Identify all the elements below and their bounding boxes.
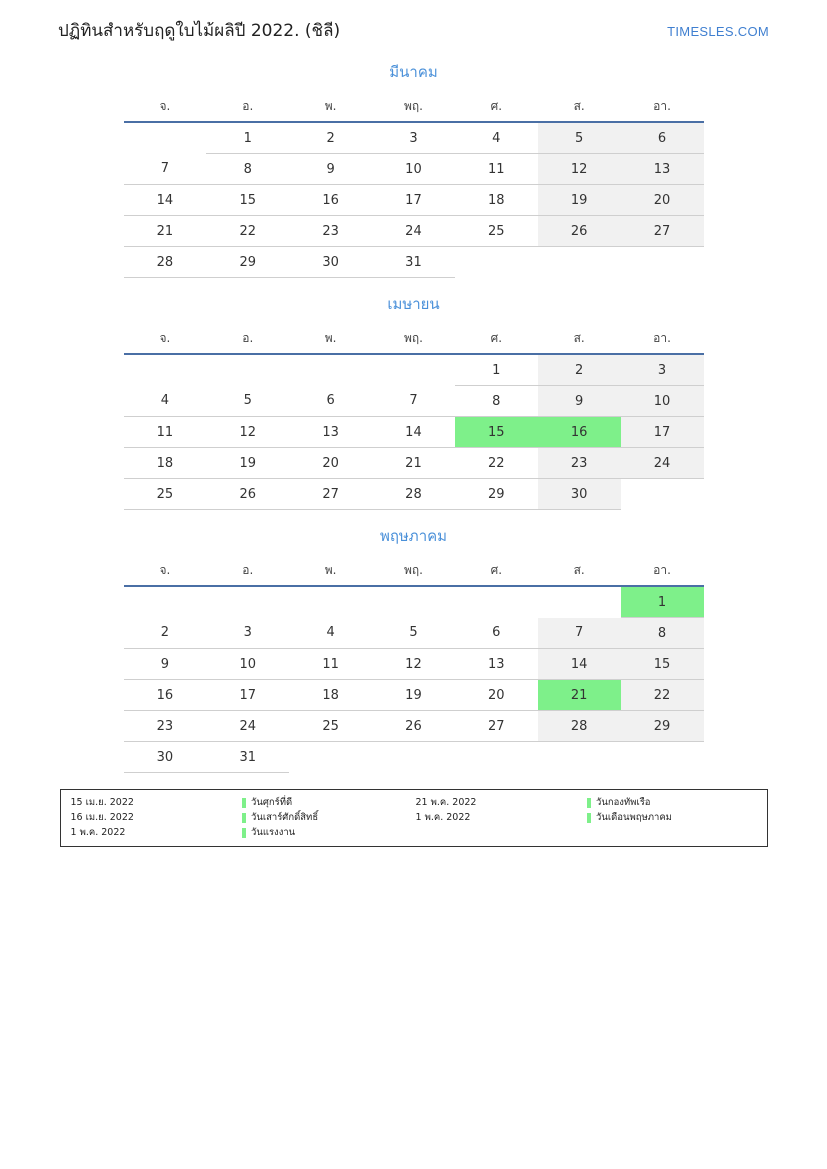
day-cell[interactable]: 2 bbox=[124, 618, 207, 649]
legend-label-text: วันเสาร์ศักดิ์สิทธิ์ bbox=[251, 812, 319, 824]
week-row bbox=[124, 154, 704, 185]
weekday-header: ส. bbox=[538, 94, 621, 122]
empty-cell bbox=[621, 742, 704, 773]
weekday-header: ศ. bbox=[455, 94, 538, 122]
day-cell[interactable]: 20 bbox=[455, 680, 538, 711]
day-cell[interactable]: 22 bbox=[206, 216, 289, 247]
weekday-header: ศ. bbox=[455, 326, 538, 354]
day-cell[interactable]: 4 bbox=[124, 386, 207, 417]
day-cell-holiday[interactable]: 21 bbox=[538, 680, 621, 711]
day-cell[interactable]: 15 bbox=[621, 649, 704, 680]
week-row bbox=[124, 417, 704, 448]
day-cell[interactable]: 21 bbox=[124, 216, 207, 247]
day-cell[interactable]: 1 bbox=[455, 354, 538, 386]
empty-cell bbox=[372, 586, 455, 618]
day-cell[interactable]: 14 bbox=[538, 649, 621, 680]
day-cell[interactable]: 31 bbox=[372, 247, 455, 278]
week-row bbox=[124, 247, 704, 278]
empty-cell bbox=[124, 122, 207, 154]
legend-label bbox=[587, 795, 759, 810]
day-cell[interactable]: 13 bbox=[289, 417, 372, 448]
day-cell-holiday[interactable]: 16 bbox=[538, 417, 621, 448]
day-cell[interactable]: 20 bbox=[621, 185, 704, 216]
page-title: ปฏิทินสำหรับฤดูใบไม้ผลิปี 2022. (ชิลี) bbox=[58, 21, 341, 41]
weekday-header: ส. bbox=[538, 326, 621, 354]
holiday-color-swatch bbox=[242, 798, 246, 808]
day-cell[interactable]: 8 bbox=[621, 618, 704, 649]
empty-cell bbox=[206, 354, 289, 386]
day-cell-holiday[interactable]: 15 bbox=[455, 417, 538, 448]
day-cell[interactable]: 3 bbox=[621, 354, 704, 386]
weekday-header: ส. bbox=[538, 558, 621, 586]
brand-link[interactable]: TIMESLES.COM bbox=[667, 24, 769, 39]
day-cell[interactable]: 15 bbox=[206, 185, 289, 216]
day-cell[interactable]: 4 bbox=[289, 618, 372, 649]
day-cell[interactable]: 13 bbox=[621, 154, 704, 185]
month-grid bbox=[124, 558, 704, 773]
month-grid bbox=[124, 94, 704, 278]
day-cell[interactable]: 18 bbox=[289, 680, 372, 711]
day-cell[interactable]: 24 bbox=[372, 216, 455, 247]
day-cell[interactable]: 20 bbox=[289, 448, 372, 479]
day-cell[interactable]: 2 bbox=[289, 122, 372, 154]
weekday-header: อา. bbox=[621, 94, 704, 122]
day-cell[interactable]: 25 bbox=[455, 216, 538, 247]
weekday-header: จ. bbox=[124, 558, 207, 586]
day-cell[interactable]: 24 bbox=[206, 711, 289, 742]
empty-cell bbox=[621, 479, 704, 510]
week-row bbox=[124, 618, 704, 649]
holiday-color-swatch bbox=[587, 798, 591, 808]
day-cell[interactable]: 26 bbox=[372, 711, 455, 742]
empty-cell bbox=[124, 586, 207, 618]
week-row bbox=[124, 586, 704, 618]
day-cell[interactable]: 8 bbox=[206, 154, 289, 185]
day-cell[interactable]: 18 bbox=[455, 185, 538, 216]
empty-cell bbox=[538, 586, 621, 618]
day-cell[interactable]: 9 bbox=[124, 649, 207, 680]
day-cell[interactable]: 25 bbox=[124, 479, 207, 510]
week-row bbox=[124, 386, 704, 417]
day-cell[interactable]: 5 bbox=[372, 618, 455, 649]
empty-cell bbox=[372, 742, 455, 773]
day-cell[interactable]: 30 bbox=[289, 247, 372, 278]
legend-date: 16 เม.ย. 2022 bbox=[70, 812, 134, 824]
empty-cell bbox=[455, 586, 538, 618]
day-cell[interactable]: 9 bbox=[289, 154, 372, 185]
month-grid bbox=[124, 326, 704, 510]
day-cell[interactable]: 23 bbox=[289, 216, 372, 247]
weekday-header-row bbox=[124, 558, 704, 586]
week-row bbox=[124, 354, 704, 386]
day-cell[interactable]: 11 bbox=[455, 154, 538, 185]
day-cell[interactable]: 17 bbox=[206, 680, 289, 711]
day-cell[interactable]: 16 bbox=[289, 185, 372, 216]
legend-row bbox=[69, 810, 759, 825]
month-name: มีนาคม bbox=[389, 63, 438, 82]
months-container bbox=[58, 60, 769, 773]
weekday-header: พ. bbox=[289, 326, 372, 354]
day-cell[interactable]: 17 bbox=[372, 185, 455, 216]
legend-label bbox=[587, 810, 759, 825]
legend-date: 1 พ.ค. 2022 bbox=[70, 827, 126, 839]
holiday-color-swatch bbox=[587, 813, 591, 823]
empty-cell bbox=[621, 247, 704, 278]
week-row bbox=[124, 448, 704, 479]
week-row bbox=[124, 122, 704, 154]
day-cell[interactable]: 26 bbox=[538, 216, 621, 247]
month-name: พฤษภาคม bbox=[379, 527, 448, 546]
day-cell[interactable]: 9 bbox=[538, 386, 621, 417]
day-cell[interactable]: 31 bbox=[206, 742, 289, 773]
day-cell[interactable]: 29 bbox=[206, 247, 289, 278]
day-cell[interactable]: 13 bbox=[455, 649, 538, 680]
empty-cell bbox=[372, 354, 455, 386]
weekday-header-row bbox=[124, 326, 704, 354]
weekday-header-row bbox=[124, 94, 704, 122]
empty-cell bbox=[289, 354, 372, 386]
day-cell[interactable]: 23 bbox=[124, 711, 207, 742]
page-header bbox=[58, 20, 769, 42]
day-cell[interactable]: 3 bbox=[372, 122, 455, 154]
weekday-header: อา. bbox=[621, 558, 704, 586]
day-cell[interactable]: 3 bbox=[206, 618, 289, 649]
day-cell[interactable]: 1 bbox=[206, 122, 289, 154]
week-row bbox=[124, 711, 704, 742]
legend-label bbox=[587, 825, 759, 840]
month-block bbox=[58, 292, 769, 510]
week-row bbox=[124, 216, 704, 247]
legend-date: 15 เม.ย. 2022 bbox=[70, 797, 134, 809]
day-cell[interactable]: 12 bbox=[372, 649, 455, 680]
empty-cell bbox=[538, 742, 621, 773]
empty-cell bbox=[538, 247, 621, 278]
day-cell[interactable]: 17 bbox=[621, 417, 704, 448]
weekday-header: พฤ. bbox=[372, 94, 455, 122]
day-cell[interactable]: 22 bbox=[455, 448, 538, 479]
day-cell[interactable]: 23 bbox=[538, 448, 621, 479]
day-cell-holiday[interactable]: 1 bbox=[621, 586, 704, 618]
legend-label-text: วันแรงงาน bbox=[251, 827, 296, 839]
day-cell[interactable]: 30 bbox=[124, 742, 207, 773]
day-cell[interactable]: 10 bbox=[372, 154, 455, 185]
day-cell[interactable]: 29 bbox=[621, 711, 704, 742]
day-cell[interactable]: 12 bbox=[538, 154, 621, 185]
day-cell[interactable]: 28 bbox=[538, 711, 621, 742]
legend-date: 1 พ.ค. 2022 bbox=[415, 812, 471, 824]
weekday-header: จ. bbox=[124, 94, 207, 122]
day-cell[interactable]: 5 bbox=[206, 386, 289, 417]
day-cell[interactable]: 22 bbox=[621, 680, 704, 711]
day-cell[interactable]: 28 bbox=[372, 479, 455, 510]
empty-cell bbox=[289, 586, 372, 618]
weekday-header: จ. bbox=[124, 326, 207, 354]
empty-cell bbox=[455, 247, 538, 278]
weekday-header: ศ. bbox=[455, 558, 538, 586]
day-cell[interactable]: 19 bbox=[372, 680, 455, 711]
day-cell[interactable]: 14 bbox=[372, 417, 455, 448]
day-cell[interactable]: 27 bbox=[621, 216, 704, 247]
month-block bbox=[58, 524, 769, 773]
holiday-color-swatch bbox=[242, 828, 246, 838]
day-cell[interactable]: 10 bbox=[206, 649, 289, 680]
day-cell[interactable]: 16 bbox=[124, 680, 207, 711]
day-cell[interactable]: 7 bbox=[372, 386, 455, 417]
day-cell[interactable]: 6 bbox=[621, 122, 704, 154]
day-cell[interactable]: 8 bbox=[455, 386, 538, 417]
legend-row bbox=[69, 825, 759, 840]
weekday-header: อา. bbox=[621, 326, 704, 354]
day-cell[interactable]: 7 bbox=[124, 154, 207, 185]
day-cell[interactable]: 24 bbox=[621, 448, 704, 479]
day-cell[interactable]: 27 bbox=[289, 479, 372, 510]
day-cell[interactable]: 5 bbox=[538, 122, 621, 154]
legend-row bbox=[69, 795, 759, 810]
day-cell[interactable]: 6 bbox=[455, 618, 538, 649]
holiday-color-swatch bbox=[242, 813, 246, 823]
weekday-header: อ. bbox=[206, 558, 289, 586]
empty-cell bbox=[124, 354, 207, 386]
legend-label-text: วันศุกร์ที่ดี bbox=[251, 797, 293, 809]
holiday-legend bbox=[60, 789, 768, 847]
day-cell[interactable]: 10 bbox=[621, 386, 704, 417]
day-cell[interactable]: 2 bbox=[538, 354, 621, 386]
day-cell[interactable]: 19 bbox=[538, 185, 621, 216]
day-cell[interactable]: 6 bbox=[289, 386, 372, 417]
day-cell[interactable]: 21 bbox=[372, 448, 455, 479]
legend-label bbox=[242, 795, 414, 810]
day-cell[interactable]: 14 bbox=[124, 185, 207, 216]
legend-label bbox=[242, 825, 414, 840]
week-row bbox=[124, 742, 704, 773]
day-cell[interactable]: 12 bbox=[206, 417, 289, 448]
day-cell[interactable]: 25 bbox=[289, 711, 372, 742]
legend-date: 21 พ.ค. 2022 bbox=[415, 797, 477, 809]
week-row bbox=[124, 185, 704, 216]
day-cell[interactable]: 11 bbox=[124, 417, 207, 448]
day-cell[interactable]: 30 bbox=[538, 479, 621, 510]
day-cell[interactable]: 4 bbox=[455, 122, 538, 154]
week-row bbox=[124, 479, 704, 510]
week-row bbox=[124, 649, 704, 680]
day-cell[interactable]: 29 bbox=[455, 479, 538, 510]
month-name: เมษายน bbox=[387, 295, 440, 314]
day-cell[interactable]: 26 bbox=[206, 479, 289, 510]
weekday-header: อ. bbox=[206, 94, 289, 122]
weekday-header: พฤ. bbox=[372, 558, 455, 586]
empty-cell bbox=[455, 742, 538, 773]
legend-label-text: วันกองทัพเรือ bbox=[596, 797, 651, 809]
weekday-header: พ. bbox=[289, 558, 372, 586]
day-cell[interactable]: 27 bbox=[455, 711, 538, 742]
empty-cell bbox=[289, 742, 372, 773]
legend-label bbox=[242, 810, 414, 825]
day-cell[interactable]: 7 bbox=[538, 618, 621, 649]
day-cell[interactable]: 11 bbox=[289, 649, 372, 680]
day-cell[interactable]: 18 bbox=[124, 448, 207, 479]
month-block bbox=[58, 60, 769, 278]
legend-label-text: วันเดือนพฤษภาคม bbox=[596, 812, 672, 824]
weekday-header: พฤ. bbox=[372, 326, 455, 354]
week-row bbox=[124, 680, 704, 711]
day-cell[interactable]: 28 bbox=[124, 247, 207, 278]
weekday-header: พ. bbox=[289, 94, 372, 122]
day-cell[interactable]: 19 bbox=[206, 448, 289, 479]
weekday-header: อ. bbox=[206, 326, 289, 354]
empty-cell bbox=[206, 586, 289, 618]
legend-date bbox=[414, 825, 588, 840]
